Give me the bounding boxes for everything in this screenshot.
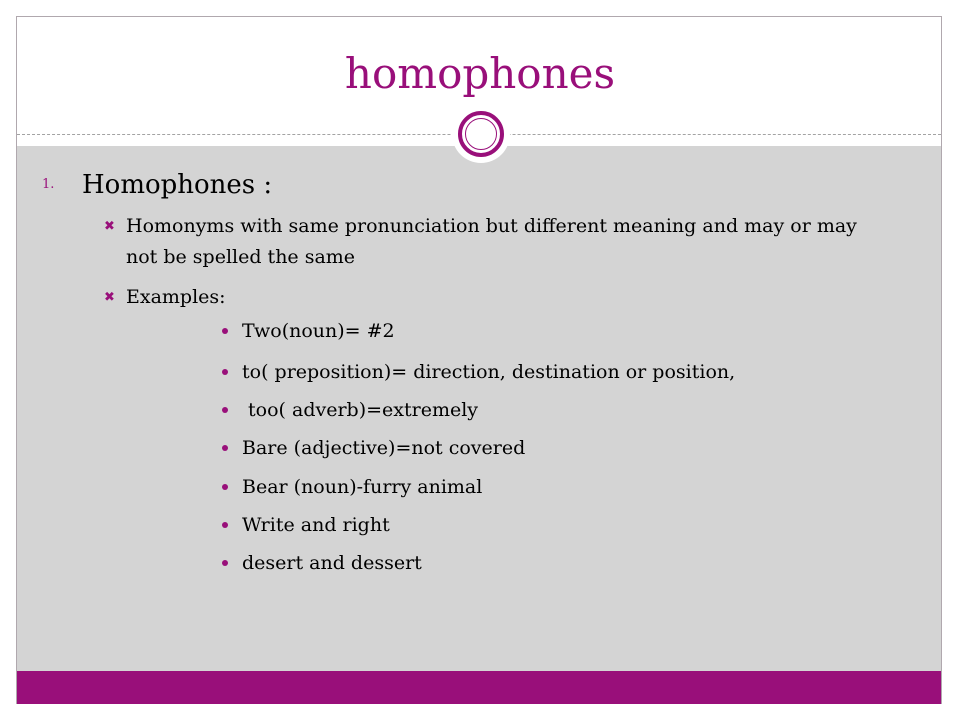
dot-bullet-icon <box>222 445 228 451</box>
dot-bullet-icon <box>222 328 228 334</box>
dot-bullet-icon <box>222 369 228 375</box>
dot-bullet-icon <box>222 484 228 490</box>
bullet-definition <box>104 211 857 273</box>
example-item <box>222 396 479 424</box>
example-text: desert and dessert <box>242 552 422 574</box>
example-item <box>222 549 422 577</box>
bullet-examples <box>104 282 844 313</box>
example-text: to( preposition)= direction, destination or position, <box>242 361 736 383</box>
example-text: Bear (noun)-furry animal <box>242 476 483 498</box>
ring-ornament-inner <box>465 118 497 150</box>
dot-bullet-icon <box>222 522 228 528</box>
example-item <box>222 434 526 462</box>
example-item <box>222 473 483 501</box>
example-item <box>222 511 390 539</box>
dot-bullet-icon <box>222 407 228 413</box>
example-text: too( adverb)=extremely <box>242 399 479 421</box>
bullet-text: Examples: <box>126 286 226 308</box>
list-number: 1. <box>42 177 55 192</box>
dot-bullet-icon <box>222 560 228 566</box>
list-item-heading <box>42 168 272 202</box>
bullet-text: Homonyms with same pronunciation but different meaning and may or may not be spelled the same <box>126 215 857 268</box>
example-item <box>222 358 736 386</box>
x-bullet-icon: ✖ <box>104 290 115 305</box>
example-text: Write and right <box>242 514 390 536</box>
slide-title: homophones <box>344 49 616 98</box>
example-text: Bare (adjective)=not covered <box>242 437 526 459</box>
example-text: Two(noun)= #2 <box>242 320 395 342</box>
example-item <box>222 317 395 345</box>
heading-text: Homophones : <box>82 170 273 200</box>
x-bullet-icon: ✖ <box>104 219 115 234</box>
footer-bar <box>17 671 941 704</box>
